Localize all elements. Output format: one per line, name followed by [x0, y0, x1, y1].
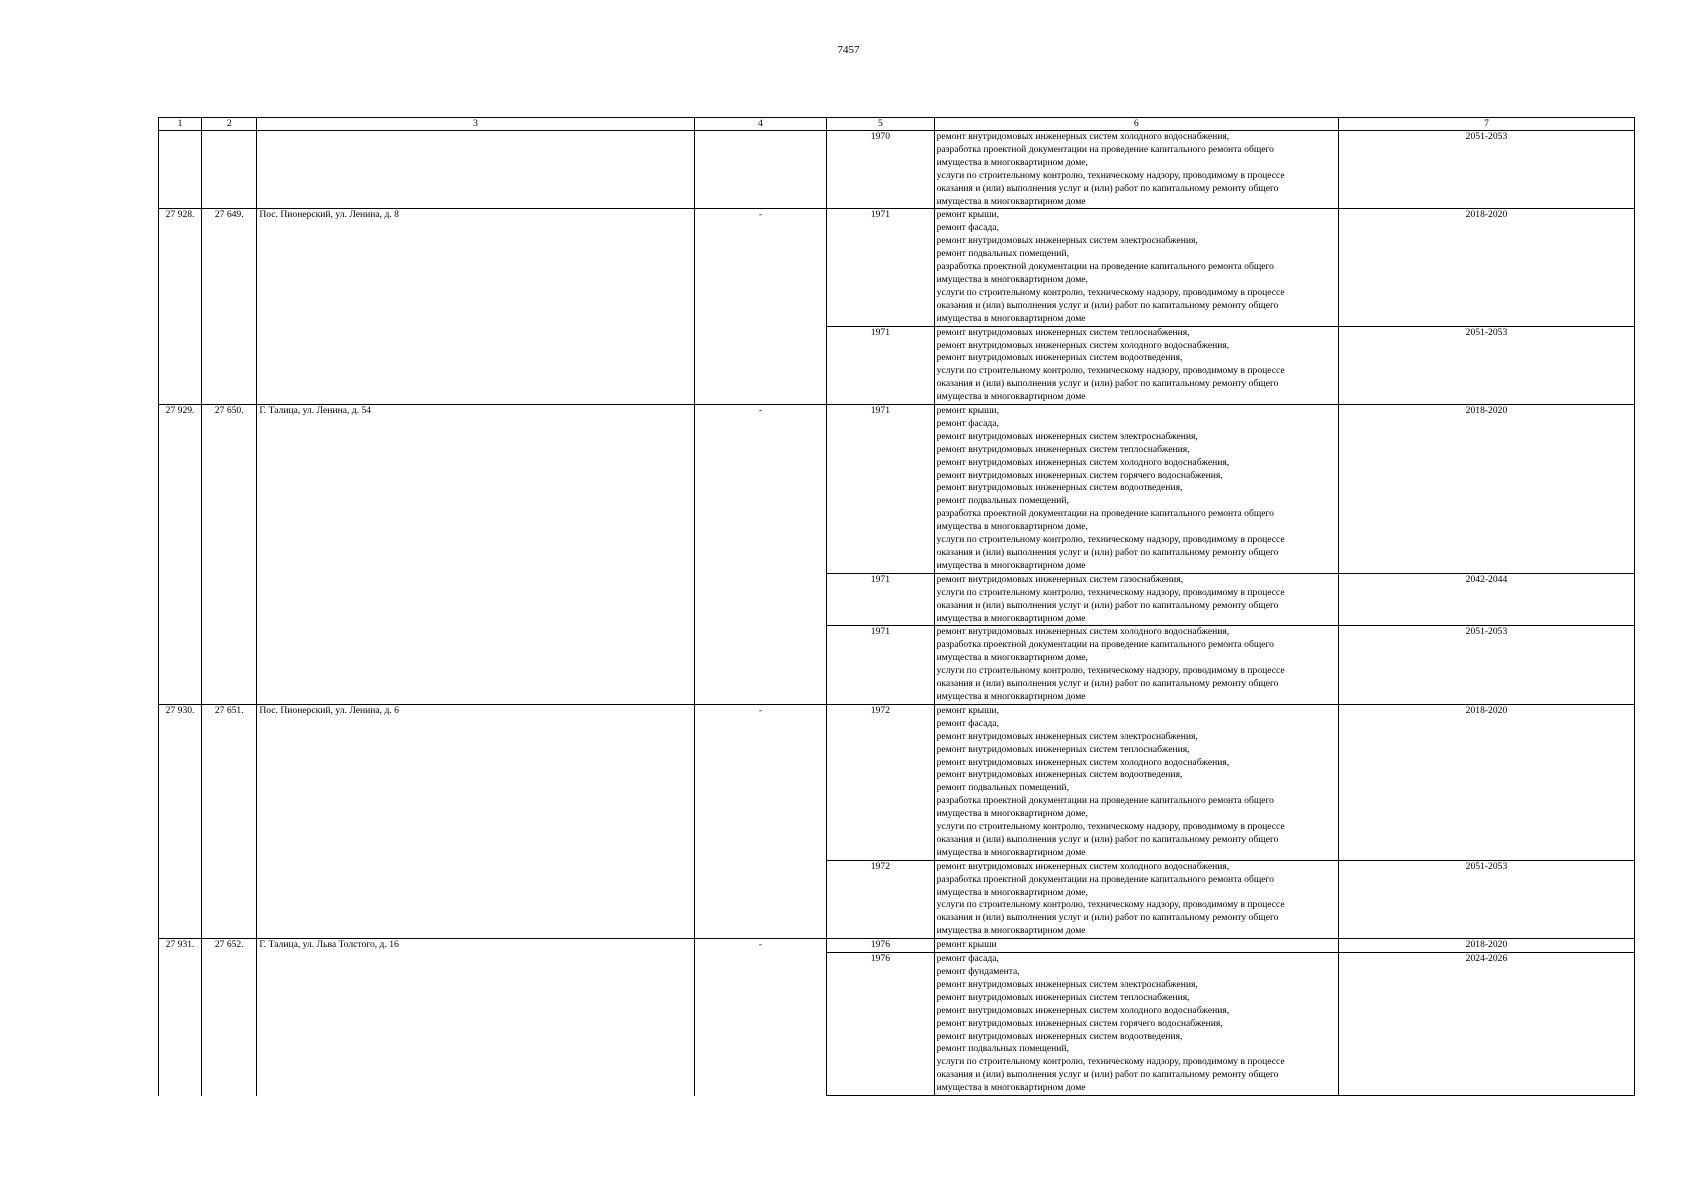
work-item: имущества в многоквартирном доме — [936, 925, 1086, 937]
work-item: ремонт внутридомовых инженерных систем горячего водоснабжения, — [936, 469, 1223, 481]
work-item: ремонт внутридомовых инженерных систем электроснабжения, — [936, 978, 1198, 990]
work-item: имущества в многоквартирном доме — [936, 195, 1086, 207]
work-item: услуги по строительному контролю, техническому надзору, проводимому в процессе — [936, 665, 1285, 677]
work-item: ремонт внутридомовых инженерных систем теплоснабжения, — [936, 326, 1190, 338]
repair-period: 2051-2053 — [1338, 326, 1634, 404]
work-item: услуги по строительному контролю, техническому надзору, проводимому в процессе — [936, 899, 1285, 911]
work-item: оказания и (или) выполнения услуг и (или) работ по капитальному ремонту общего — [936, 678, 1279, 690]
construction-year: 1976 — [827, 953, 934, 1096]
building-code: 27 651. — [202, 704, 257, 938]
table-row — [159, 131, 1635, 209]
building-address: Г. Талица, ул. Ленина, д. 54 — [257, 405, 694, 705]
work-item: ремонт внутридомовых инженерных систем газоснабжения, — [936, 573, 1184, 585]
work-item: ремонт внутридомовых инженерных систем теплоснабжения, — [936, 743, 1190, 755]
work-item: ремонт подвальных помещений, — [936, 1043, 1069, 1055]
work-item: ремонт внутридомовых инженерных систем водоотведения, — [936, 769, 1183, 781]
work-item: имущества в многоквартирном доме, — [936, 886, 1088, 898]
work-item: имущества в многоквартирном доме — [936, 690, 1086, 702]
repair-period: 2018-2020 — [1338, 939, 1634, 953]
table-row — [159, 209, 1635, 326]
work-item: ремонт внутридомовых инженерных систем холодного водоснабжения, — [936, 131, 1230, 142]
header-row — [159, 118, 1635, 131]
work-item: ремонт внутридомовых инженерных систем холодного водоснабжения, — [936, 339, 1230, 351]
building-address: Пос. Пионерский, ул. Ленина, д. 8 — [257, 209, 694, 405]
work-item: ремонт внутридомовых инженерных систем водоотведения, — [936, 482, 1183, 494]
works-list — [934, 209, 1338, 326]
building-code: 27 652. — [202, 939, 257, 1096]
work-item: ремонт крыши, — [936, 209, 1000, 221]
work-item: имущества в многоквартирном доме, — [936, 652, 1088, 664]
work-item: ремонт крыши — [936, 939, 997, 951]
works-list — [934, 405, 1338, 574]
column-4-value: - — [694, 209, 826, 405]
column-header: 2 — [202, 118, 257, 131]
work-item: услуги по строительному контролю, техническому надзору, проводимому в процессе — [936, 534, 1285, 546]
repair-period: 2051-2053 — [1338, 131, 1634, 209]
building-address: Г. Талица, ул. Льва Толстого, д. 16 — [257, 939, 694, 1096]
work-item: имущества в многоквартирном доме — [936, 559, 1086, 571]
work-item: ремонт фасада, — [936, 222, 999, 234]
repair-schedule-table — [158, 117, 1635, 1096]
table-body — [159, 118, 1635, 1096]
building-code: 27 649. — [202, 209, 257, 405]
work-item: имущества в многоквартирном доме, — [936, 521, 1088, 533]
building-code: 27 650. — [202, 405, 257, 705]
work-item: ремонт внутридомовых инженерных систем холодного водоснабжения, — [936, 860, 1230, 872]
work-item: разработка проектной документации на проведение капитального ремонта общего — [936, 795, 1274, 807]
construction-year: 1971 — [827, 573, 934, 626]
work-item: ремонт внутридомовых инженерных систем электроснабжения, — [936, 430, 1198, 442]
works-list — [934, 953, 1338, 1096]
column-4-value: - — [694, 939, 826, 1096]
construction-year: 1971 — [827, 405, 934, 574]
record-number: 27 930. — [159, 704, 202, 938]
work-item: ремонт внутридомовых инженерных систем теплоснабжения, — [936, 443, 1190, 455]
work-item: имущества в многоквартирном доме, — [936, 808, 1088, 820]
works-list — [934, 131, 1338, 209]
work-item: ремонт крыши, — [936, 405, 1000, 417]
column-header: 1 — [159, 118, 202, 131]
works-list — [934, 626, 1338, 704]
construction-year: 1976 — [827, 939, 934, 953]
work-item: ремонт внутридомовых инженерных систем холодного водоснабжения, — [936, 1004, 1230, 1016]
column-4-value: - — [694, 405, 826, 705]
work-item: оказания и (или) выполнения услуг и (или) работ по капитальному ремонту общего — [936, 182, 1279, 194]
work-item: разработка проектной документации на проведение капитального ремонта общего — [936, 639, 1274, 651]
work-item: услуги по строительному контролю, техническому надзору, проводимому в процессе — [936, 286, 1285, 298]
work-item: оказания и (или) выполнения услуг и (или) работ по капитальному ремонту общего — [936, 378, 1279, 390]
repair-period: 2042-2044 — [1338, 573, 1634, 626]
record-number: 27 928. — [159, 209, 202, 405]
work-item: имущества в многоквартирном доме — [936, 1082, 1086, 1094]
work-item: ремонт внутридомовых инженерных систем горячего водоснабжения, — [936, 1017, 1223, 1029]
work-item: услуги по строительному контролю, техническому надзору, проводимому в процессе — [936, 586, 1285, 598]
column-header: 7 — [1338, 118, 1634, 131]
work-item: ремонт внутридомовых инженерных систем водоотведения, — [936, 352, 1183, 364]
work-item: ремонт подвальных помещений, — [936, 248, 1069, 260]
repair-period: 2051-2053 — [1338, 860, 1634, 938]
building-code — [202, 131, 257, 209]
repair-period: 2051-2053 — [1338, 626, 1634, 704]
work-item: ремонт внутридомовых инженерных систем теплоснабжения, — [936, 991, 1190, 1003]
repair-period: 2018-2020 — [1338, 704, 1634, 860]
work-item: имущества в многоквартирном доме — [936, 846, 1086, 858]
column-header: 4 — [694, 118, 826, 131]
work-item: ремонт внутридомовых инженерных систем холодного водоснабжения, — [936, 756, 1230, 768]
work-item: имущества в многоквартирном доме, — [936, 273, 1088, 285]
work-item: оказания и (или) выполнения услуг и (или) работ по капитальному ремонту общего — [936, 833, 1279, 845]
work-item: ремонт фасада, — [936, 953, 999, 965]
work-item: имущества в многоквартирном доме — [936, 312, 1086, 324]
work-item: ремонт внутридомовых инженерных систем холодного водоснабжения, — [936, 456, 1230, 468]
work-item: разработка проектной документации на проведение капитального ремонта общего — [936, 873, 1274, 885]
construction-year: 1971 — [827, 626, 934, 704]
work-item: оказания и (или) выполнения услуг и (или) работ по капитальному ремонту общего — [936, 599, 1279, 611]
column-4-value — [694, 131, 826, 209]
work-item: услуги по строительному контролю, техническому надзору, проводимому в процессе — [936, 169, 1285, 181]
repair-period: 2018-2020 — [1338, 209, 1634, 326]
building-address: Пос. Пионерский, ул. Ленина, д. 6 — [257, 704, 694, 938]
work-item: имущества в многоквартирном доме — [936, 612, 1086, 624]
construction-year: 1972 — [827, 704, 934, 860]
record-number — [159, 131, 202, 209]
work-item: оказания и (или) выполнения услуг и (или) работ по капитальному ремонту общего — [936, 299, 1279, 311]
record-number: 27 929. — [159, 405, 202, 705]
work-item: разработка проектной документации на проведение капитального ремонта общего — [936, 143, 1274, 155]
work-item: ремонт внутридомовых инженерных систем водоотведения, — [936, 1030, 1183, 1042]
construction-year: 1971 — [827, 326, 934, 404]
column-header: 5 — [827, 118, 934, 131]
work-item: ремонт подвальных помещений, — [936, 495, 1069, 507]
record-number: 27 931. — [159, 939, 202, 1096]
work-item: оказания и (или) выполнения услуг и (или) работ по капитальному ремонту общего — [936, 912, 1279, 924]
work-item: оказания и (или) выполнения услуг и (или) работ по капитальному ремонту общего — [936, 1069, 1279, 1081]
construction-year: 1972 — [827, 860, 934, 938]
work-item: разработка проектной документации на проведение капитального ремонта общего — [936, 261, 1274, 273]
table-row — [159, 405, 1635, 574]
work-item: услуги по строительному контролю, техническому надзору, проводимому в процессе — [936, 365, 1285, 377]
work-item: разработка проектной документации на проведение капитального ремонта общего — [936, 508, 1274, 520]
works-list — [934, 939, 1338, 953]
works-list — [934, 326, 1338, 404]
construction-year: 1971 — [827, 209, 934, 326]
works-list — [934, 860, 1338, 938]
column-4-value: - — [694, 704, 826, 938]
page-number: 7457 — [837, 44, 860, 56]
column-header: 6 — [934, 118, 1338, 131]
work-item: ремонт внутридомовых инженерных систем электроснабжения, — [936, 730, 1198, 742]
construction-year: 1970 — [827, 131, 934, 209]
column-header: 3 — [257, 118, 694, 131]
work-item: ремонт фасада, — [936, 717, 999, 729]
building-address — [257, 131, 694, 209]
table-row — [159, 704, 1635, 860]
work-item: ремонт внутридомовых инженерных систем холодного водоснабжения, — [936, 626, 1230, 638]
work-item: ремонт крыши, — [936, 704, 1000, 716]
work-item: ремонт внутридомовых инженерных систем электроснабжения, — [936, 235, 1198, 247]
works-list — [934, 573, 1338, 626]
work-item: ремонт фасада, — [936, 417, 999, 429]
work-item: имущества в многоквартирном доме — [936, 391, 1086, 403]
work-item: услуги по строительному контролю, техническому надзору, проводимому в процессе — [936, 821, 1285, 833]
repair-period: 2018-2020 — [1338, 405, 1634, 574]
works-list — [934, 704, 1338, 860]
work-item: ремонт подвальных помещений, — [936, 782, 1069, 794]
work-item: ремонт фундамента, — [936, 966, 1020, 977]
work-item: имущества в многоквартирном доме, — [936, 156, 1088, 168]
repair-period: 2024-2026 — [1338, 953, 1634, 1096]
work-item: оказания и (или) выполнения услуг и (или) работ по капитальному ремонту общего — [936, 547, 1279, 558]
table-row — [159, 939, 1635, 953]
work-item: услуги по строительному контролю, техническому надзору, проводимому в процессе — [936, 1056, 1285, 1068]
